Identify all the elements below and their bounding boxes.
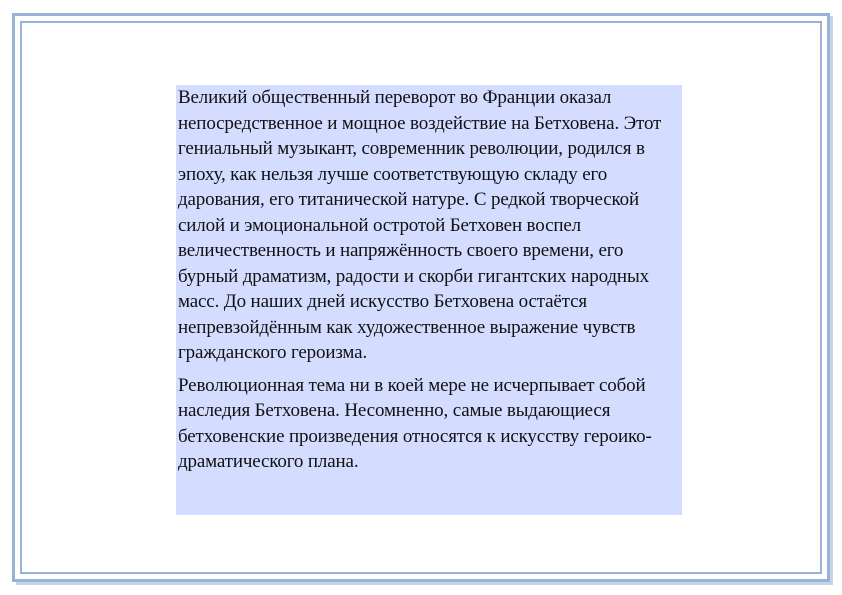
slide-frame-shadow-bottom <box>16 582 833 585</box>
paragraph-2: Революционная тема ни в коей мере не исчерпывает собой наследия Бетховена. Несомненно, самые выдающиеся бетховенские произведения относятся к искусству героико-драматического плана. <box>178 374 652 472</box>
slide-frame-shadow-right <box>830 16 833 584</box>
paragraph-1: Великий общественный переворот во Франции оказал непосредственное и мощное воздействие на Бетховена. Этот гениальный музыкант, современник революции, родился в эпоху, как нельзя лучше соответствующую складу его дарования, его титанической натуре. С редкой творческой силой и эмоциональной остротой Бетховен воспел величественность и напряжённость своего времени, его бурный драматизм, радости и скорби гигантских народных масс. До наших дней искусство Бетховена остаётся непревзойдённым как художественное выражение чувств гражданского героизма. <box>178 87 662 363</box>
text-block <box>176 85 682 515</box>
